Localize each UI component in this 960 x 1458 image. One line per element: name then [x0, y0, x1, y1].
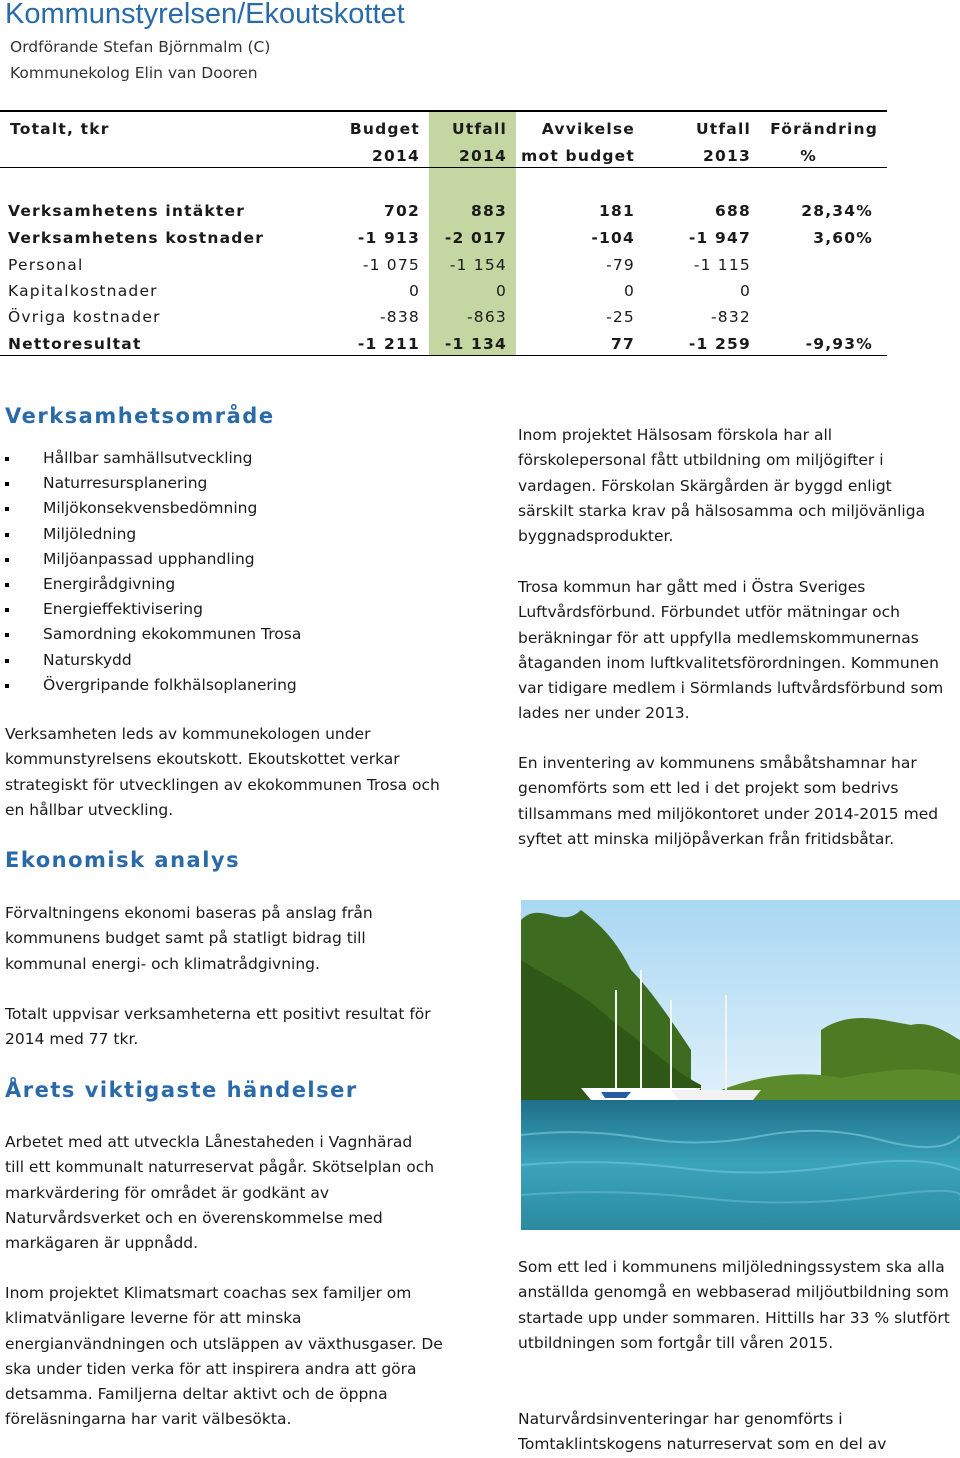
list-item: Miljöanpassad upphandling — [0, 547, 301, 572]
table-cell: -9,93% — [805, 335, 873, 353]
table-cell: -1 134 — [444, 335, 507, 353]
table-cell: -2 017 — [444, 229, 507, 247]
bullet-icon — [5, 533, 9, 537]
list-item: Övergripande folkhälsoplanering — [0, 673, 301, 698]
table-cell: 0 — [495, 282, 507, 300]
right-paragraph-4: Som ett led i kommunens miljöledningssystem ska alla anställda genomgå en webbaserad miljöutbildning som startade upp under sommaren. Hittills har 33 % slutfört utbildningen som fortgår till våren 2015. — [518, 1258, 950, 1352]
harbor-photo — [521, 900, 960, 1230]
list-item: Naturresursplanering — [0, 471, 301, 496]
events-paragraph-2: Inom projektet Klimatsmart coachas sex familjer om klimatvänligare leverne för att minska energianvändningen och utsläppen av växthusgaser. De ska under tiden verka för att inspirera andra att göra detsamma. Familjerna deltar aktivt och de öppna föreläsningarna har varit välbesökta. — [5, 1284, 443, 1429]
table-cell: -1 154 — [449, 256, 507, 274]
table-row-label: Verksamhetens kostnader — [8, 229, 265, 247]
econ-heading: Ekonomisk analys — [5, 848, 241, 872]
area-heading: Verksamhetsområde — [5, 404, 275, 428]
table-cell: 0 — [408, 282, 420, 300]
table-row-label: Kapitalkostnader — [8, 282, 158, 300]
table-cell: -1 075 — [362, 256, 420, 274]
list-item: Naturskydd — [0, 648, 301, 673]
list-item: Miljökonsekvensbedömning — [0, 496, 301, 521]
table-row-label: Nettoresultat — [8, 335, 142, 353]
table-cell: -79 — [606, 256, 635, 274]
lead-paragraph: Verksamheten leds av kommunekologen under kommunstyrelsens ekoutskott. Ekoutskottet verkar strategiskt för utvecklingen av ekokommunen Trosa och en hållbar utveckling. — [5, 725, 440, 819]
table-row-label: Verksamhetens intäkter — [8, 202, 246, 220]
budget-table — [0, 110, 887, 355]
chair-line: Ordförande Stefan Björnmalm (C) — [10, 38, 271, 56]
table-header-percent: % — [800, 147, 817, 165]
table-cell: -838 — [380, 308, 420, 326]
table-cell: -1 115 — [693, 256, 751, 274]
econ-paragraph-2: Totalt uppvisar verksamheterna ett positivt resultat för 2014 med 77 tkr. — [5, 1005, 431, 1049]
bullet-icon — [5, 608, 9, 612]
table-header-prev-year: 2013 — [703, 147, 751, 165]
table-header-actual-prev: Utfall — [695, 120, 751, 138]
list-item: Energieffektivisering — [0, 597, 301, 622]
table-row-label: Övriga kostnader — [8, 308, 161, 326]
bullet-icon — [5, 684, 9, 688]
table-header-label: Totalt, tkr — [10, 120, 110, 138]
table-header-change: Förändring — [770, 120, 878, 138]
area-list — [0, 446, 301, 698]
table-cell: 181 — [599, 202, 635, 220]
table-header-rule — [0, 167, 887, 168]
bullet-icon — [5, 583, 9, 587]
bullet-icon — [5, 482, 9, 486]
table-cell: 77 — [611, 335, 635, 353]
list-item: Miljöledning — [0, 522, 301, 547]
page-title: Kommunstyrelsen/Ekoutskottet — [5, 0, 405, 30]
list-item: Hållbar samhällsutveckling — [0, 446, 301, 471]
table-cell: 883 — [471, 202, 507, 220]
table-cell: -1 259 — [688, 335, 751, 353]
table-cell: 702 — [384, 202, 420, 220]
table-cell: -863 — [467, 308, 507, 326]
table-cell: -25 — [606, 308, 635, 326]
right-paragraph-2: Trosa kommun har gått med i Östra Sveriges Luftvårdsförbund. Förbundet utför mätningar och beräkningar för att uppfylla medlemskommunernas åtaganden inom luftkvalitetsförordningen. Kommunen var tidigare medlem i Sörmlands luftvårdsförbund som lades ner under 2013. — [518, 578, 944, 723]
table-cell: -1 913 — [357, 229, 420, 247]
list-item: Energirådgivning — [0, 572, 301, 597]
table-cell: -1 947 — [688, 229, 751, 247]
events-heading: Årets viktigaste händelser — [5, 1078, 358, 1102]
econ-paragraph-1: Förvaltningens ekonomi baseras på anslag från kommunens budget samt på statligt bidrag till kommunal energi- och klimatrådgivning. — [5, 904, 373, 973]
table-cell: -104 — [591, 229, 635, 247]
bullet-icon — [5, 659, 9, 663]
right-paragraph-3: En inventering av kommunens småbåtshamnar har genomförts som ett led i det projekt som bedrivs tillsammans med miljökontoret under 2014-2015 med syftet att minska miljöpåverkan från fritidsbåtar. — [518, 754, 939, 848]
right-paragraph-5: Naturvårdsinventeringar har genomförts i Tomtaklintskogens naturreservat som en del av — [518, 1410, 887, 1454]
bullet-icon — [5, 558, 9, 562]
table-cell: 688 — [715, 202, 751, 220]
table-cell: -832 — [711, 308, 751, 326]
table-header-budget-year: 2014 — [372, 147, 420, 165]
table-cell: 3,60% — [813, 229, 873, 247]
table-cell: 28,34% — [801, 202, 873, 220]
ecologist-line: Kommunekolog Elin van Dooren — [10, 64, 258, 82]
table-cell: -1 211 — [357, 335, 420, 353]
table-header-deviation-sub: mot budget — [521, 147, 635, 165]
table-top-rule — [0, 110, 887, 112]
list-item: Samordning ekokommunen Trosa — [0, 622, 301, 647]
bullet-icon — [5, 457, 9, 461]
table-header-actual: Utfall — [451, 120, 507, 138]
table-header-deviation: Avvikelse — [541, 120, 635, 138]
table-row-label: Personal — [8, 256, 84, 274]
events-paragraph-1: Arbetet med att utveckla Lånestaheden i Vagnhärad till ett kommunalt naturreservat pågår. Skötselplan och markvärdering för området är godkänt av Naturvårdsverket och en överenskommelse med markägaren är uppnådd. — [5, 1133, 435, 1253]
right-paragraph-1: Inom projektet Hälsosam förskola har all förskolepersonal fått utbildning om miljögifter i vardagen. Förskolan Skärgården är byggd enligt särskilt starka krav på hälsosamma och miljövänliga byggnadsprodukter. — [518, 426, 926, 546]
table-header-actual-year: 2014 — [459, 147, 507, 165]
bullet-icon — [5, 633, 9, 637]
bullet-icon — [5, 507, 9, 511]
table-cell: 0 — [623, 282, 635, 300]
table-header-budget: Budget — [349, 120, 420, 138]
table-cell: 0 — [739, 282, 751, 300]
table-bottom-rule — [0, 355, 887, 356]
